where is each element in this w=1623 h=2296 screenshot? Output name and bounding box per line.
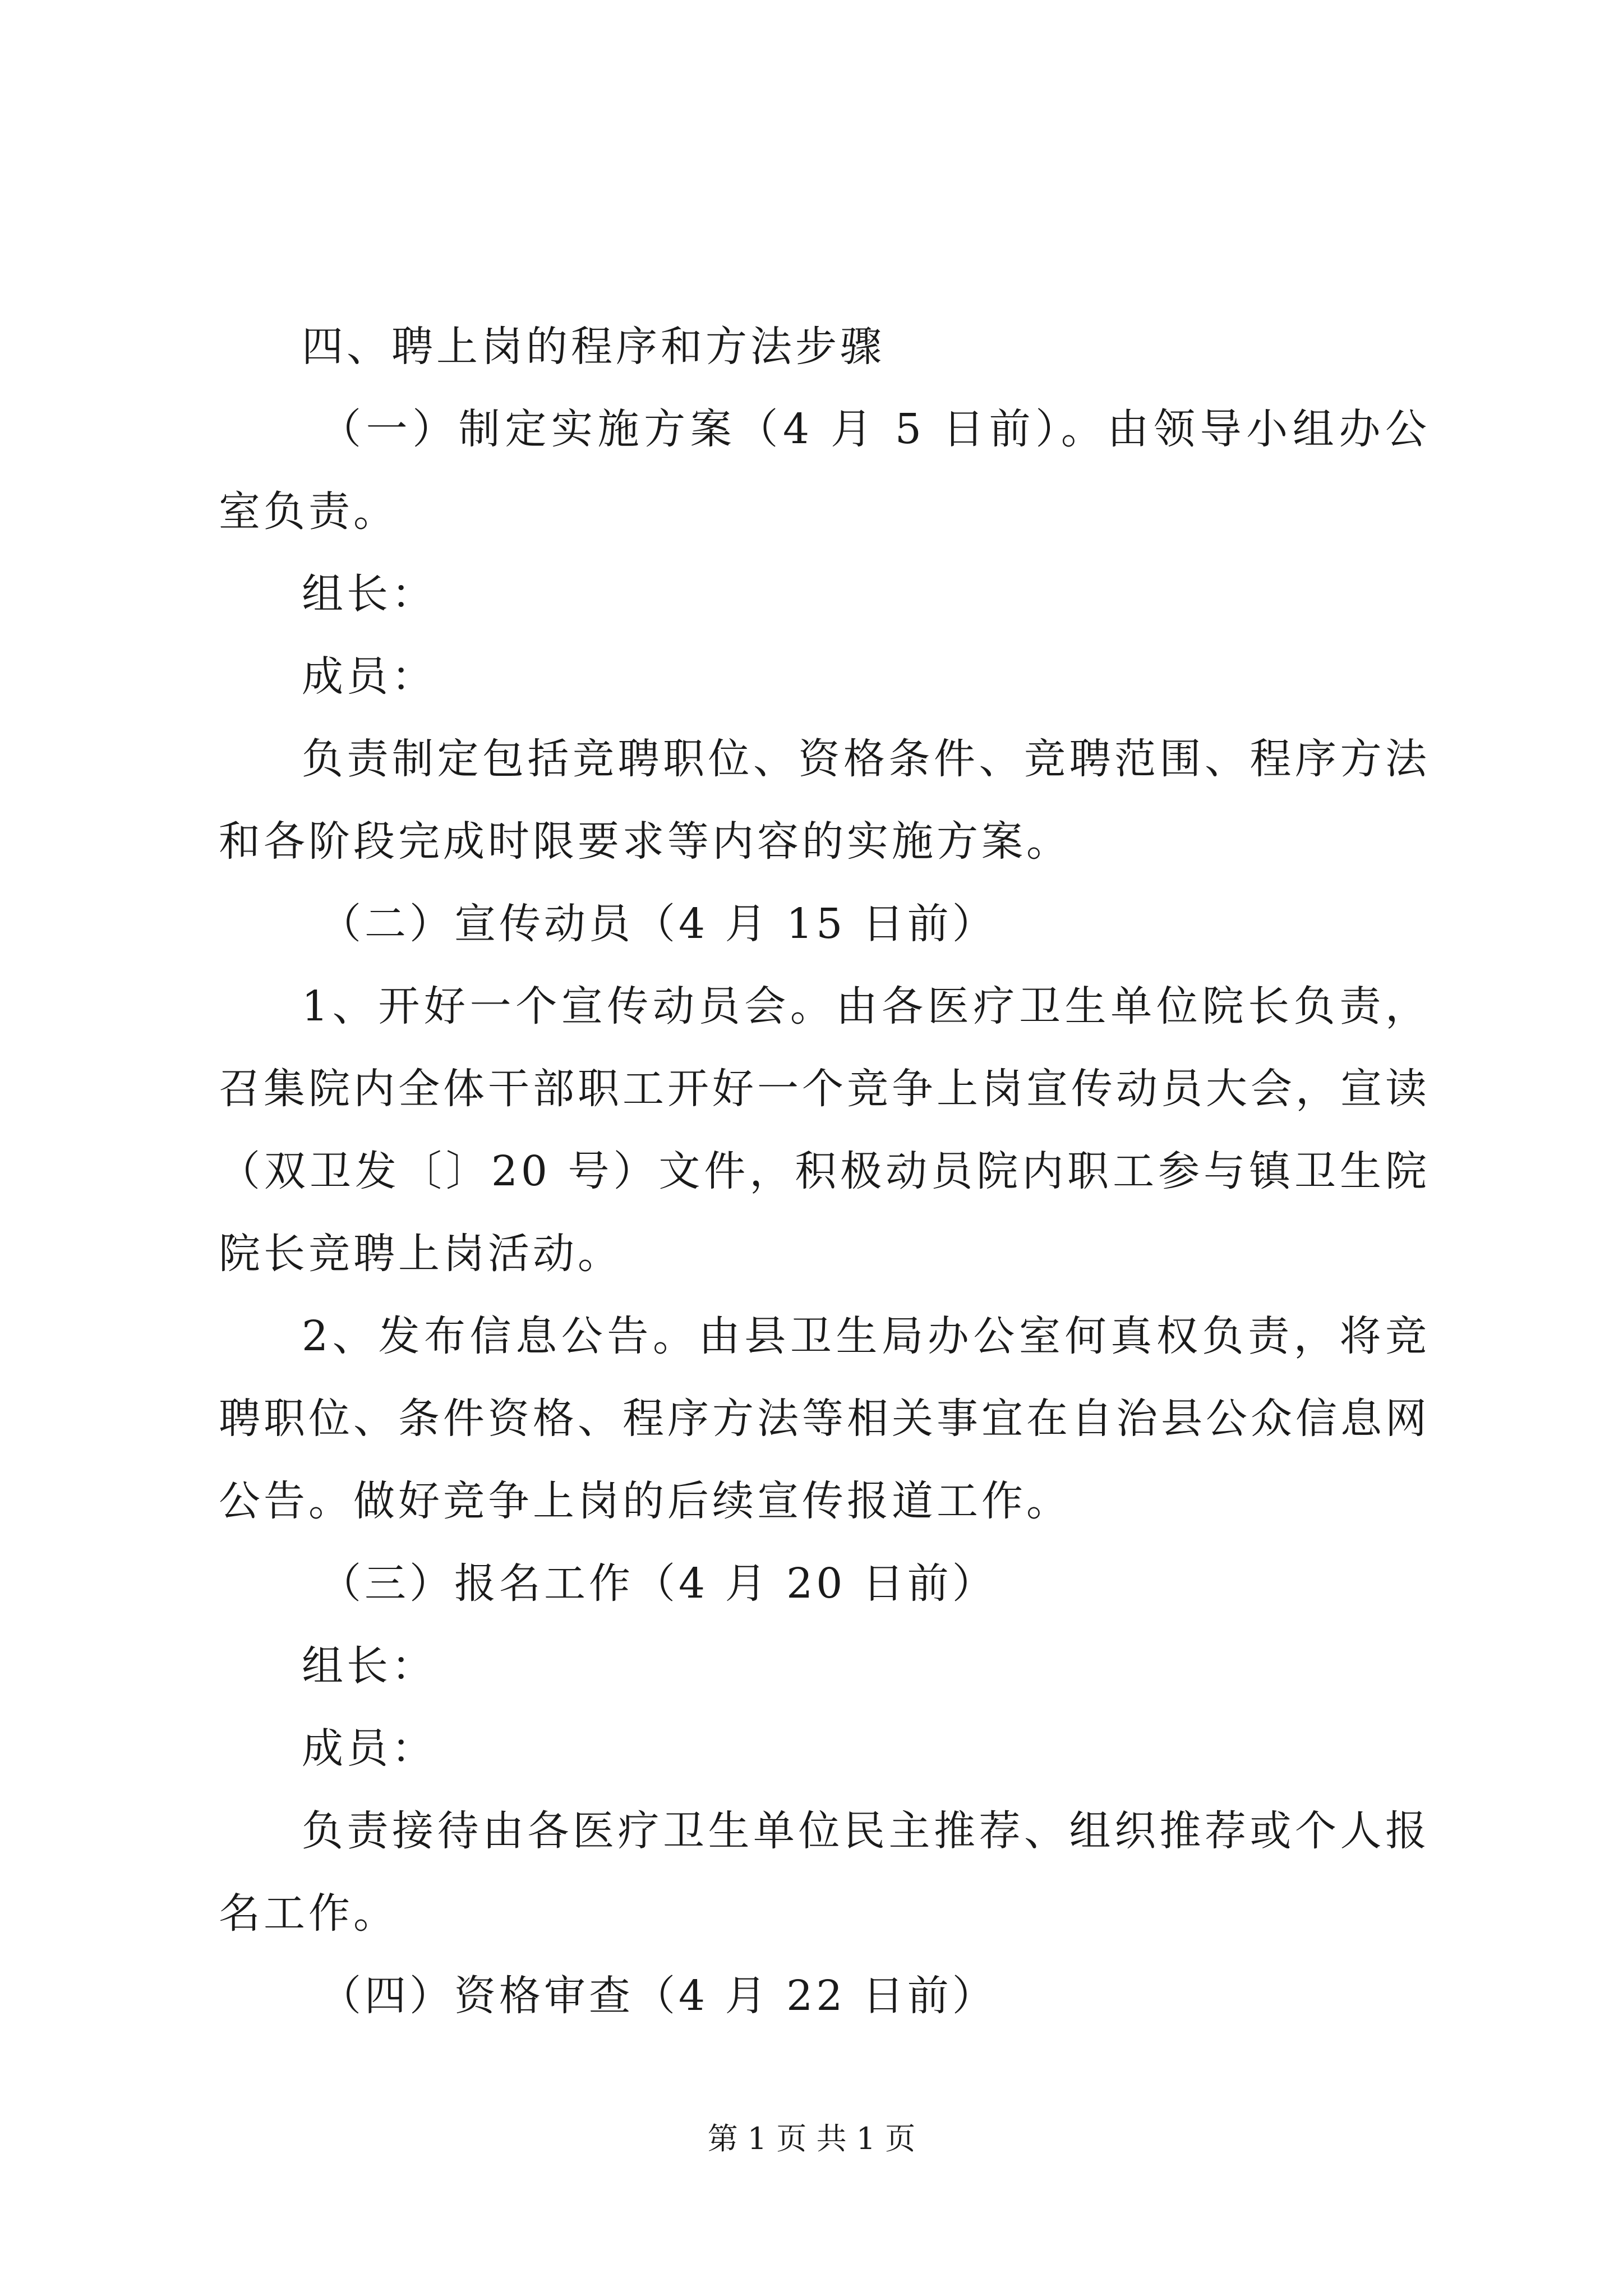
body-paragraph: 负责接待由各医疗卫生单位民主推荐、组织推荐或个人报名工作。: [219, 1807, 1430, 1938]
team-leader-label: 组长：: [302, 1642, 436, 1690]
body-paragraph: 1、开好一个宣传动员会。由各医疗卫生单位院长负责，召集院内全体干部职工开好一个竞争上岗宣传动员大会，宣读（双卫发〔〕20 号）文件，积极动员院内职工参与镇卫生院院长竞聘上岗活动。: [219, 982, 1430, 1278]
team-members-label: 成员：: [302, 652, 436, 701]
body-paragraph: 负责制定包括竞聘职位、资格条件、竞聘范围、程序方法和各阶段完成时限要求等内容的实施方案。: [219, 735, 1430, 866]
subsection-heading: （三）报名工作（4 月 20 日前）: [320, 1559, 997, 1608]
subsection-heading: （一）制定实施方案（4 月 5 日前）。由领导小组办公室负责。: [219, 405, 1430, 536]
body-paragraph: 2、发布信息公告。由县卫生局办公室何真权负责，将竞聘职位、条件资格、程序方法等相关事宜在自治县公众信息网公告。做好竞争上岗的后续宣传报道工作。: [219, 1312, 1430, 1525]
document-body: [219, 306, 1430, 2037]
team-leader-label: 组长：: [302, 570, 436, 618]
section-heading: 四、聘上岗的程序和方法步骤: [302, 323, 885, 371]
subsection-heading: （二）宣传动员（4 月 15 日前）: [320, 900, 997, 948]
subsection-heading: （四）资格审查（4 月 22 日前）: [320, 1972, 997, 2020]
team-members-label: 成员：: [302, 1724, 436, 1773]
page-footer: 第 1 页 共 1 页: [707, 2121, 916, 2156]
